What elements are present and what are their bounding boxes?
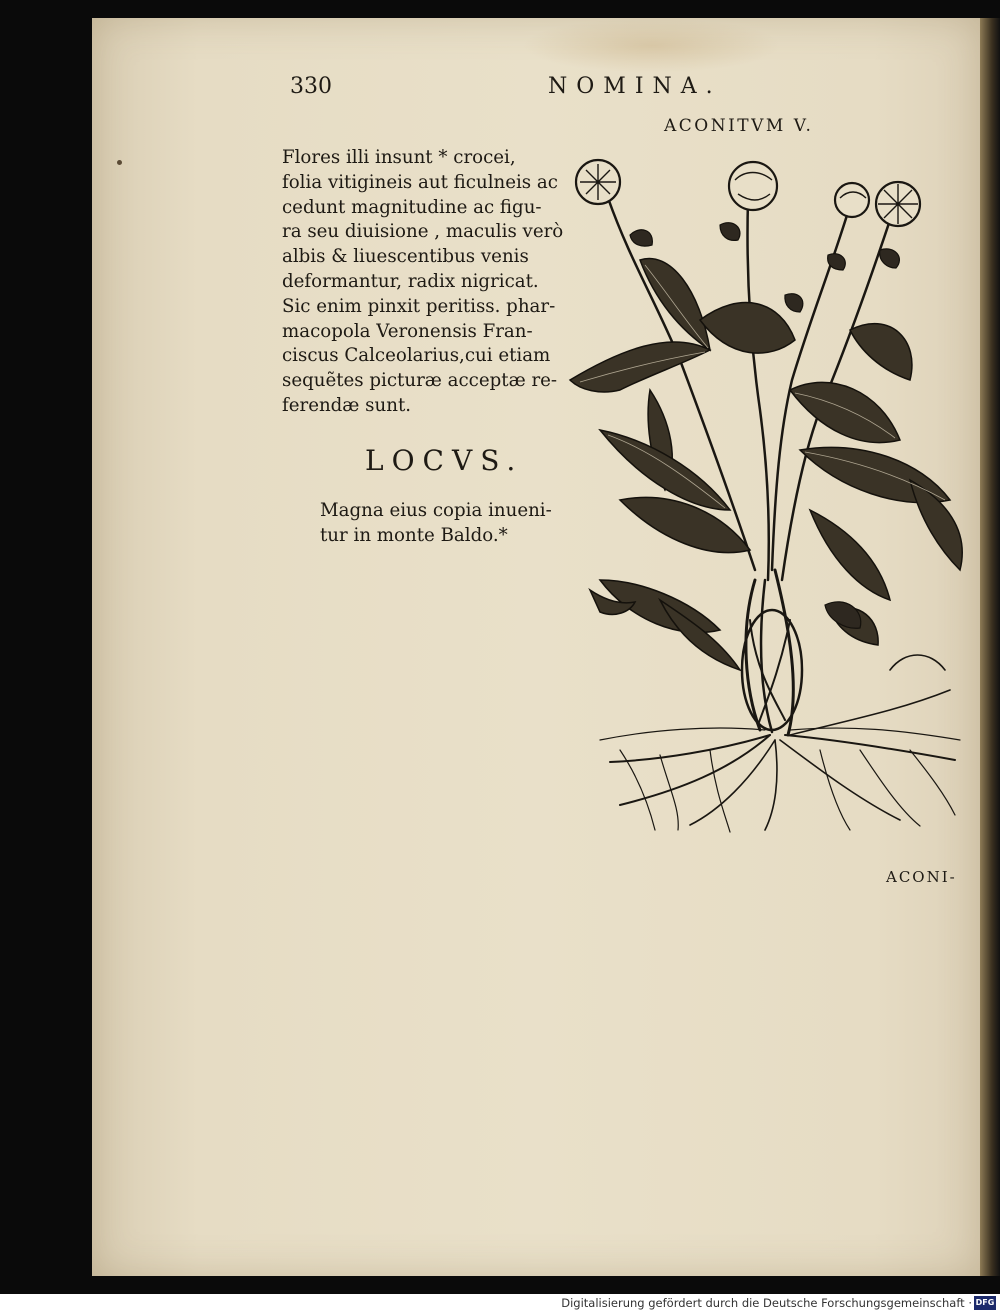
text-line: ciscus Calceolarius,cui etiam (282, 345, 551, 367)
text-line: ra seu diuisione , maculis verò (282, 221, 564, 243)
woodcut-illustration (560, 150, 980, 840)
text-line: albis & liuescentibus venis (282, 246, 529, 268)
text-line: ferendæ sunt. (282, 394, 412, 416)
text-line: cedunt magnitudine ac figu- (282, 196, 542, 218)
page-edge (980, 18, 1000, 1276)
catchword: ACONI- (886, 868, 957, 886)
text-line: deformantur, radix nigricat. (282, 270, 539, 292)
text-line: Flores illi insunt * crocei, (282, 147, 516, 168)
figure-caption: ACONITVM V. (664, 116, 814, 136)
running-head: NOMINA. (548, 74, 722, 99)
description-paragraph (282, 146, 572, 419)
text-line: Sic enim pinxit peritiss. phar- (282, 295, 556, 317)
text-line: Magna eius copia inueni- (320, 500, 552, 521)
text-line: macopola Veronensis Fran- (282, 320, 533, 342)
footer-credit: Digitalisierung gefördert durch die Deutsche Forschungsgemeinschaft · (561, 1296, 972, 1310)
text-line: sequẽtes picturæ acceptæ re- (282, 370, 558, 392)
dfg-logo: DFG (974, 1296, 996, 1310)
ink-spot (117, 160, 122, 165)
locus-paragraph (320, 498, 580, 548)
paper-stain (522, 18, 782, 73)
text-line: folia vitigineis aut ficulneis ac (282, 171, 558, 193)
section-heading-locus: LOCVS. (365, 444, 524, 477)
footer-bar (0, 1294, 1000, 1314)
text-line: tur in monte Baldo.* (320, 525, 508, 546)
page-number: 330 (290, 74, 332, 99)
